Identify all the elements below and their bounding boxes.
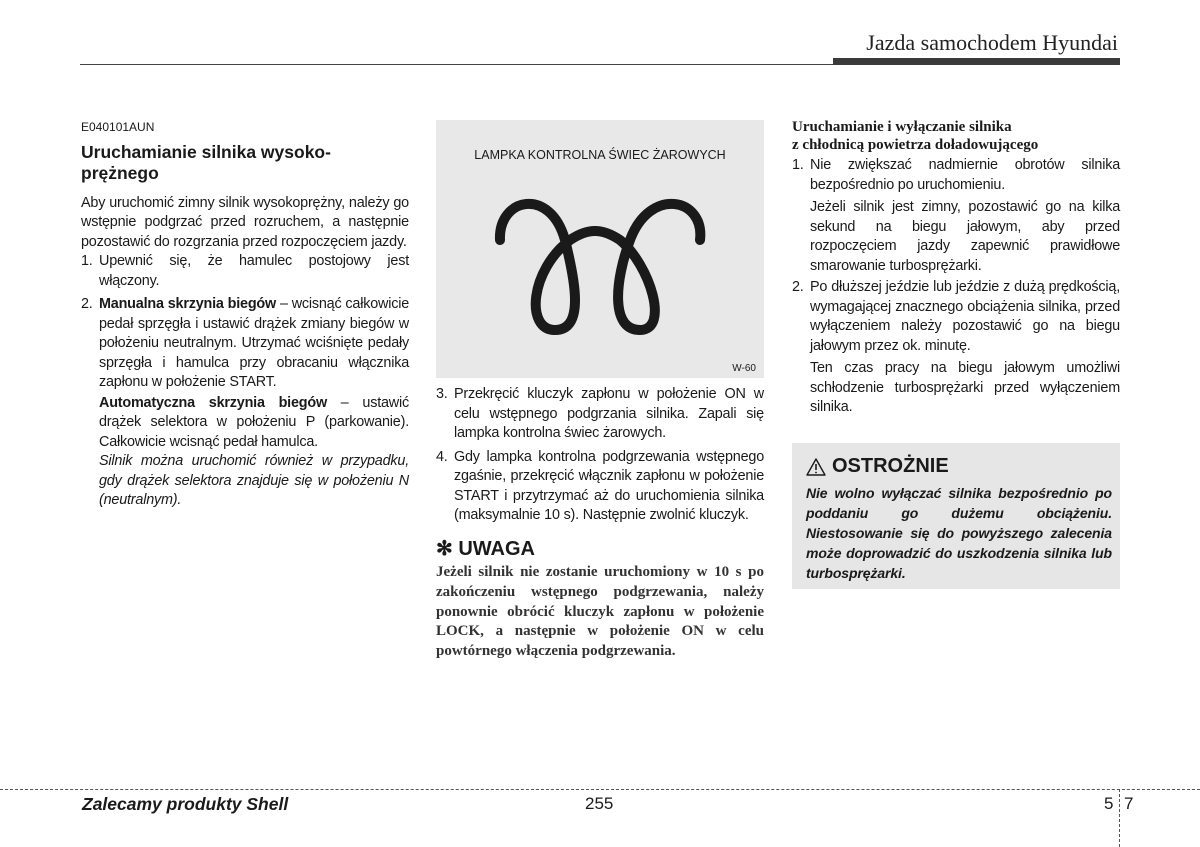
steps-list <box>792 278 1120 356</box>
section-code: E040101AUN <box>81 120 155 134</box>
warning-triangle-icon <box>806 458 826 476</box>
caution-box <box>792 443 1120 589</box>
footer-vertical-divider <box>1119 789 1120 847</box>
step2-detail: Ten czas pracy na biegu jałowym umożliwi schłodzenie turbosprężarki przed wyłączeniem silnika. <box>810 360 1120 415</box>
right-column <box>792 118 1120 418</box>
footer-divider <box>0 789 1200 790</box>
left-column <box>81 118 409 511</box>
section-heading: Uruchamianie i wyłączanie silnika z chłodnicą powietrza doładowującego <box>792 119 1039 153</box>
steps-list <box>81 252 409 393</box>
note-body: Jeżeli silnik nie zostanie uruchomiony w 10 s po zakończeniu wstępnego podgrzewania, należy ponownie obrócić kluczyk zapłonu w położenie LOCK, a następnie w położenie ON w celu powtórnego włączenia podgrzewania. <box>436 564 764 660</box>
automatic-note: Silnik można uruchomić również w przypadku, gdy drążek selektora znajduje się w położeniu N (neutralnym). <box>99 453 409 508</box>
steps-list <box>436 385 764 526</box>
manual-gearbox-label: Manualna skrzynia biegów <box>99 296 277 312</box>
header-bar <box>833 58 1120 65</box>
caution-heading: OSTROŻNIE <box>806 455 949 478</box>
intro-paragraph: Aby uruchomić zimny silnik wysokoprężny, należy go wstępnie podgrzać przed rozruchem, a następnie pozostawić do rozgrzania przed rozpoczęciem jazdy. <box>81 194 409 250</box>
list-item: 2. Po dłuższej jeździe lub jeździe z dużą prędkością, wymagającej znacznego obciążenia silnika, przed wyłączeniem należy pozostawić go na biegu jałowym przez ok. minutę. <box>792 279 1120 354</box>
automatic-gearbox-paragraph: Automatyczna skrzynia biegów – ustawić drążek selektora w położeniu P (parkowanie). Całkowicie wcisnąć pedał hamulca. <box>99 394 409 450</box>
chapter-page-number: 7 <box>1124 794 1134 813</box>
step1-detail: Jeżeli silnik jest zimny, pozostawić go na kilka sekund na biegu jałowym, aby przed rozpoczęciem jazdy zapewnić prawidłowe smarowanie turbosprężarki. <box>810 199 1120 274</box>
list-item: 1. Upewnić się, że hamulec postojowy jest włączony. <box>81 253 409 289</box>
list-item: 1. Nie zwiększać nadmiernie obrotów silnika bezpośrednio po uruchomieniu. <box>792 157 1120 193</box>
header-title: Jazda samochodem Hyundai <box>866 30 1118 55</box>
page-number: 255 <box>585 794 614 813</box>
caution-body: Nie wolno wyłączać silnika bezpośrednio po poddaniu go dużemu obciążeniu. Niestosowanie się do powyższego zalecenia może doprowadzić do uszkodzenia silnika lub turbosprężarki. <box>806 485 1112 581</box>
glow-plug-figure <box>436 120 764 378</box>
section-heading: Uruchamianie silnika wysoko- prężnego <box>81 141 331 183</box>
middle-column <box>436 385 764 662</box>
list-item: 2. Manualna skrzynia biegów – wcisnąć całkowicie pedał sprzęgła i ustawić drążek zmiany biegów w położeniu neutralnym. Utrzymać wciśnięte pedały sprzęgła i hamulca przy obracaniu włącznika zapłonu w położenie START. <box>81 296 409 390</box>
note-heading: ✻ UWAGA <box>436 537 535 560</box>
list-item: 3. Przekręcić kluczyk zapłonu w położenie ON w celu wstępnego podgrzania silnika. Zapali się lampka kontrolna świec żarowych. <box>436 386 764 441</box>
steps-list <box>792 156 1120 195</box>
chapter-number: 5 <box>1104 794 1114 813</box>
footer-advert: Zalecamy produkty Shell <box>82 794 289 814</box>
list-item: 4. Gdy lampka kontrolna podgrzewania wstępnego zgaśnie, przekręcić włącznik zapłonu w położenie START i przytrzymać aż do uruchomienia silnika (maksymalnie 10 s). Następnie zwolnić kluczyk. <box>436 448 764 523</box>
glow-plug-coil-icon <box>490 180 710 340</box>
figure-caption: LAMPKA KONTROLNA ŚWIEC ŻAROWYCH <box>474 148 726 162</box>
figure-code: W-60 <box>732 363 756 374</box>
